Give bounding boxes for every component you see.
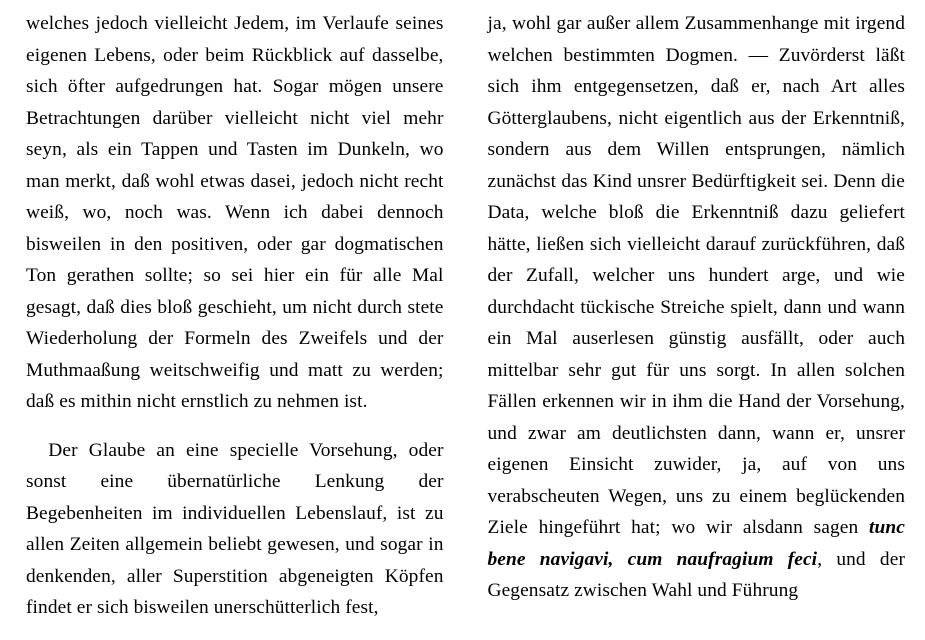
paragraph: welches jedoch vielleicht Jedem, im Verlaufe seines eigenen Lebens, oder beim Rückblick auf dasselbe, sich öfter aufgedrungen hat. Sogar mögen unsere Betrachtungen darüber vielleicht nicht viel mehr seyn, als ein Tappen und Tasten im Dunkeln, wo man merkt, daß wohl etwas dasei, jedoch nicht recht weiß, wo, noch was. Wenn ich dabei dennoch bisweilen in den positiven, oder gar dogmatischen Ton gerathen sollte; so sei hier ein für alle Mal gesagt, daß dies bloß geschieht, um nicht durch stete Wiederholung der Formeln des Zweifels und der Muthmaaßung weitschweifig und matt zu werden; daß es mithin nicht ernstlich zu nehmen ist. — [26, 13, 444, 412]
paragraph: Der Glaube an eine specielle Vorsehung, oder sonst eine übernatürliche Lenkung der Begebenheiten im individuellen Lebenslauf, ist zu allen Zeiten allgemein beliebt gewesen, und sogar in denkenden, aller Superstition abgeneigten Köpfen findet er sich bisweilen unerschütterlich fest, — [26, 439, 444, 618]
text-column-left — [26, 8, 444, 640]
latin-quotation: tunc bene navigavi, cum naufragium feci — [487, 517, 905, 570]
paragraph-text-before-italic: ja, wohl gar außer allem Zusammenhange mit irgend welchen bestimmten Dogmen. — Zuvörderst läßt sich ihm entgegensetzen, daß er, nach Art alles Götterglaubens, nicht eigentlich aus der Erkenntniß, sondern aus dem Willen entsprungen, nämlich zunächst das Kind unsrer Bedürftigkeit sei. Denn die Data, welche bloß die Erkenntniß dazu geliefert hätte, ließen sich vielleicht darauf zurückführen, daß der Zufall, welcher uns hundert arge, und wie durchdacht tückische Streiche spielt, dann und wann ein Mal auserlesen günstig ausfällt, oder auch mittelbar sehr gut für uns sorgt. In allen solchen Fällen erkennen wir in ihm die Hand der Vorsehung, und zwar am deutlichsten dann, wann er, unsrer eigenen Einsicht zuwider, ja, auf von uns verabscheuten Wegen, uns zu einem beglückenden Ziele hingeführt hat; wo wir alsdann sagen — [487, 13, 905, 538]
paragraph-text-after-italic: , und der Gegensatz zwischen Wahl und Führung — [487, 548, 905, 601]
text-column-right — [488, 8, 906, 640]
paragraph — [488, 8, 906, 607]
